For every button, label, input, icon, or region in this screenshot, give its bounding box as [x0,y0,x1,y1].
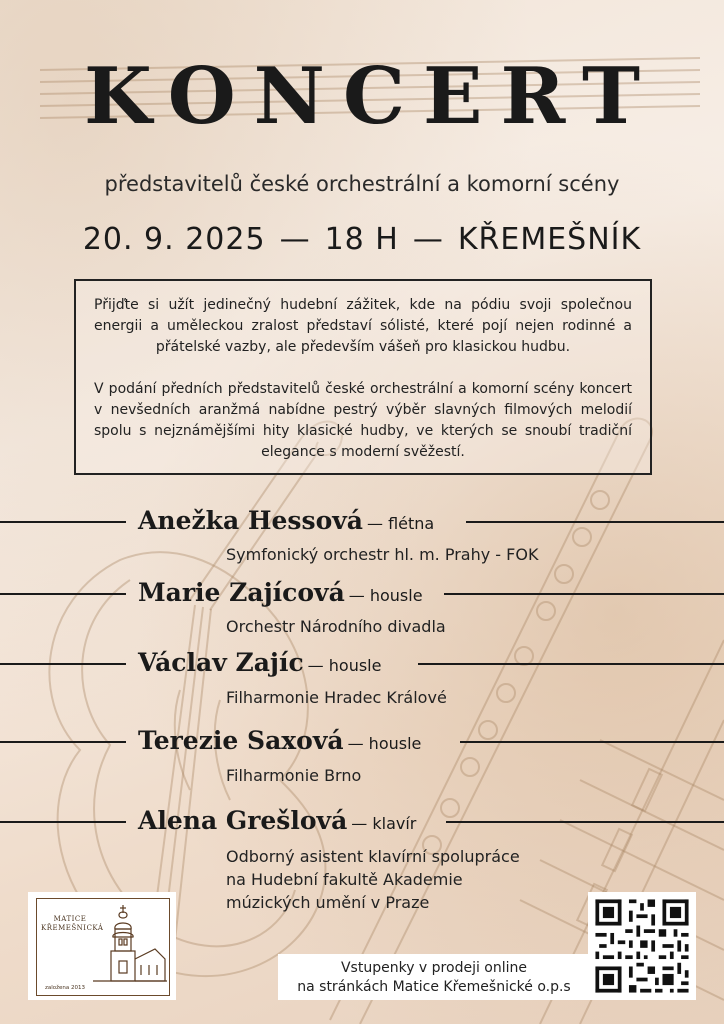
organization-line: Orchestr Národního divadla [226,617,446,636]
performer-organization [226,615,446,638]
organization-line: Filharmonie Brno [226,766,362,785]
performer-heading [138,580,423,605]
page-title: KONCERT [84,51,658,142]
event-dateline [0,222,724,257]
performer-instrument: — flétna [366,514,435,533]
church-icon [93,903,167,985]
logo-frame [36,898,170,996]
event-time: 18 H [324,222,399,257]
description-paragraph: Přijďte si užít jedinečný hudební zážitek, kde na pódiu svoji společnou energii a uměleckou zralost představí sólisté, které pojí nejen rodinné a přátelské vazby, ale především vášeň pro klasickou hudbu. [94,297,632,355]
divider-line [0,521,126,523]
organization-line: Filharmonie Hradec Králové [226,688,447,707]
performer-heading [138,808,416,833]
logo-title-line: KŘEMEŠNICKÁ [41,924,104,932]
description-box [74,279,652,475]
divider-line [0,821,126,823]
performer-heading [138,728,421,753]
divider-line [466,521,724,523]
performer-name: Alena Grešlová [138,806,348,835]
event-date: 20. 9. 2025 [82,222,266,257]
performer-instrument: — housle [347,734,422,753]
logo-title-line: MATICE [53,915,87,923]
divider-line [418,663,724,665]
logo-title [41,915,104,933]
performer-organization [226,845,520,914]
performer-name: Anežka Hessová [138,506,363,535]
organization-line: Odborný asistent klavírní spolupráce [226,847,520,866]
divider-line [0,593,126,595]
performer-instrument: — housle [307,656,382,675]
event-place: KŘEMEŠNÍK [457,222,642,257]
performer-instrument: — klavír [351,814,417,833]
performer-name: Václav Zajíc [138,648,304,677]
performer-name: Marie Zajícová [138,578,345,607]
performer-organization [226,543,538,566]
qr-code-icon[interactable] [588,892,696,1000]
qr-code-graphic [588,892,696,1000]
organization-line: na Hudební fakultě Akademie [226,870,463,889]
organizer-logo [28,892,176,1000]
page-subtitle: představitelů české orchestrální a komorní scény [104,172,620,196]
divider-line [444,593,724,595]
ticket-line: Vstupenky v prodeji online [340,960,528,976]
performer-heading [138,508,434,533]
separator: — [412,222,444,257]
description-paragraph: V podání předních představitelů české orchestrální a komorní scény koncert v nevšedních aranžmá nabídne pestrý výběr slavných filmových melodií spolu s nejznámějšími hity klasické hudby, ve kterých se snoubí tradiční elegance s moderní svěžestí. [94,381,632,460]
divider-line [0,741,126,743]
performer-name: Terezie Saxová [138,726,344,755]
divider-line [460,741,724,743]
separator: — [279,222,311,257]
performer-organization [226,764,361,787]
divider-line [0,663,126,665]
ticket-line: na stránkách Matice Křemešnické o.p.s [297,979,571,995]
performer-instrument: — housle [348,586,423,605]
organization-line: múzických umění v Praze [226,893,430,912]
performer-heading [138,650,381,675]
divider-line [446,821,724,823]
ticket-info [278,954,590,1000]
performer-organization [226,686,447,709]
logo-founded: založena 2013 [45,985,86,991]
organization-line: Symfonický orchestr hl. m. Prahy - FOK [226,545,539,564]
